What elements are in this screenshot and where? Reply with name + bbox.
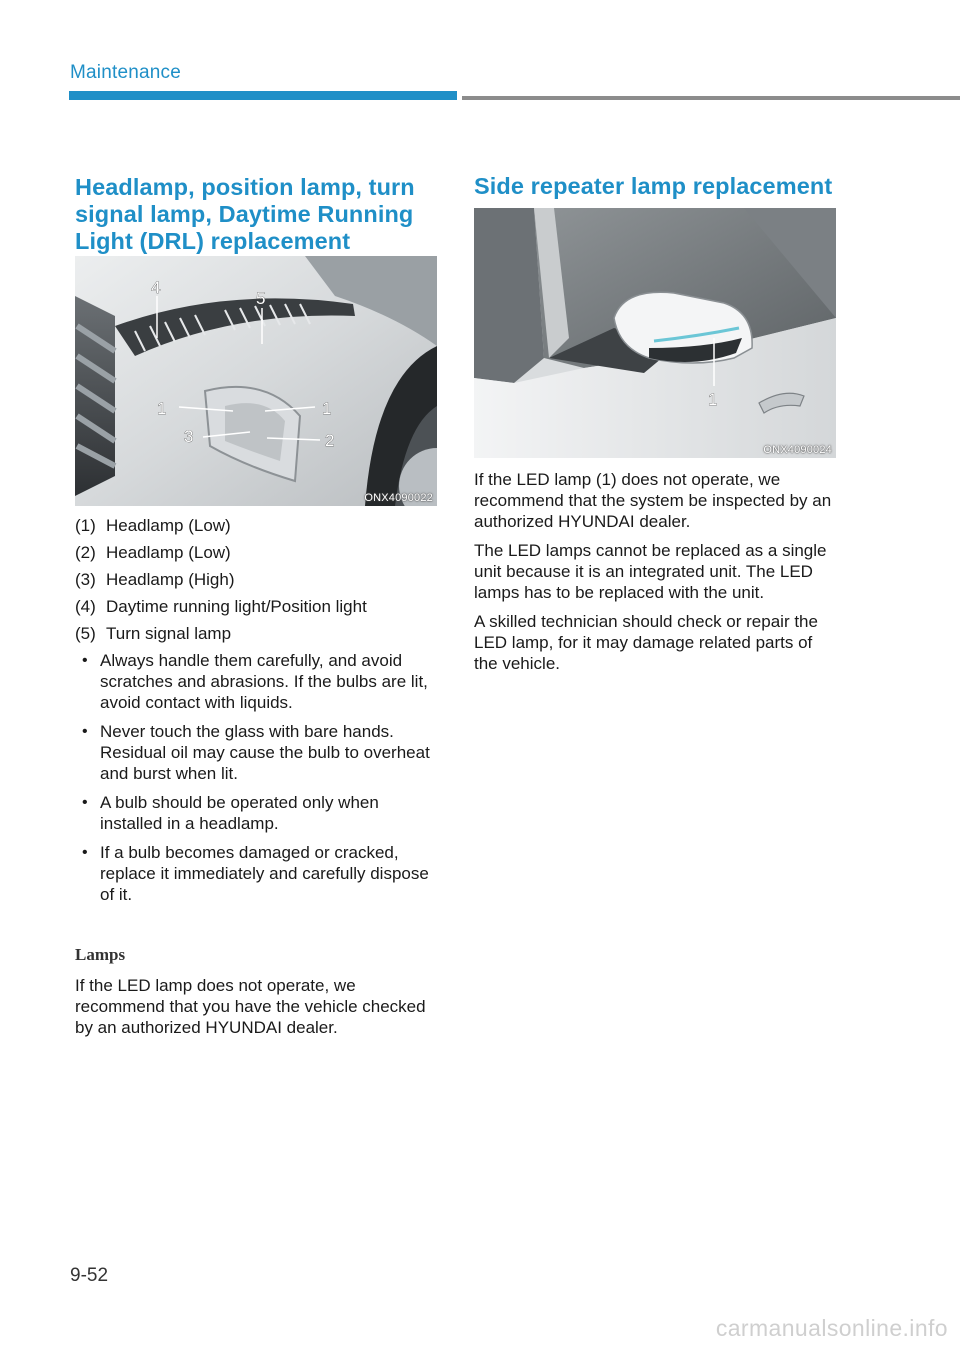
parts-list: [75, 515, 437, 650]
callout-1-left: 1: [157, 399, 167, 418]
figure-code: ONX4090024: [763, 444, 832, 456]
headlamp-section-heading: Headlamp, position lamp, turn signal lamp, Daytime Running Light (DRL) replacement: [75, 174, 415, 254]
paragraph: The LED lamps cannot be replaced as a single unit because it is an integrated unit. The LED lamps has to be replaced with the unit.: [474, 541, 827, 602]
watermark: carmanualsonline.info: [715, 1315, 948, 1341]
bullet-icon: •: [82, 794, 88, 811]
section-title: Maintenance: [70, 62, 181, 83]
bullet-icon: •: [82, 652, 88, 669]
list-item: • Never touch the glass with bare hands. Residual oil may cause the bulb to overheat and burst when lit.: [82, 722, 430, 783]
bullet-icon: •: [82, 844, 88, 861]
header-rule-accent: [69, 91, 457, 100]
list-item: • Always handle them carefully, and avoid scratches and abrasions. If the bulbs are lit, avoid contact with liquids.: [82, 651, 428, 712]
list-item: • A bulb should be operated only when installed in a headlamp.: [82, 793, 379, 833]
callout-1-right: 1: [322, 399, 332, 418]
figure-code: ONX4090022: [364, 492, 433, 504]
list-item: (5) Turn signal lamp: [75, 624, 232, 643]
page-number: 9-52: [70, 1265, 109, 1286]
paragraph: A skilled technician should check or repair the LED lamp, for it may damage related parts of the vehicle.: [474, 612, 818, 673]
headlamp-illustration: [75, 256, 437, 506]
side-mirror-illustration: [474, 208, 836, 458]
callout-3: 3: [184, 427, 194, 446]
paragraph: If the LED lamp (1) does not operate, we recommend that the system be inspected by an authorized HYUNDAI dealer.: [474, 470, 832, 531]
bullet-icon: •: [82, 723, 88, 740]
callout-2: 2: [325, 431, 335, 450]
caution-bullets: [75, 650, 437, 913]
lamps-paragraph: If the LED lamp does not operate, we recommend that you have the vehicle checked by an authorized HYUNDAI dealer.: [75, 976, 426, 1037]
header-rule: [462, 96, 960, 100]
list-item: • If a bulb becomes damaged or cracked, replace it immediately and carefully dispose of it.: [82, 843, 429, 904]
callout-4: 4: [151, 278, 161, 297]
callout-1: 1: [708, 390, 718, 409]
list-item: (3) Headlamp (High): [75, 570, 235, 589]
headlamp-figure: [75, 256, 437, 506]
side-repeater-figure: [474, 208, 836, 458]
callout-5: 5: [256, 289, 266, 308]
list-item: (4) Daytime running light/Position light: [75, 597, 367, 616]
side-repeater-text: [474, 469, 836, 682]
side-repeater-heading: Side repeater lamp replacement: [474, 173, 833, 199]
lamps-heading: Lamps: [75, 945, 126, 964]
list-item: (2) Headlamp (Low): [75, 543, 231, 562]
list-item: (1) Headlamp (Low): [75, 516, 231, 535]
